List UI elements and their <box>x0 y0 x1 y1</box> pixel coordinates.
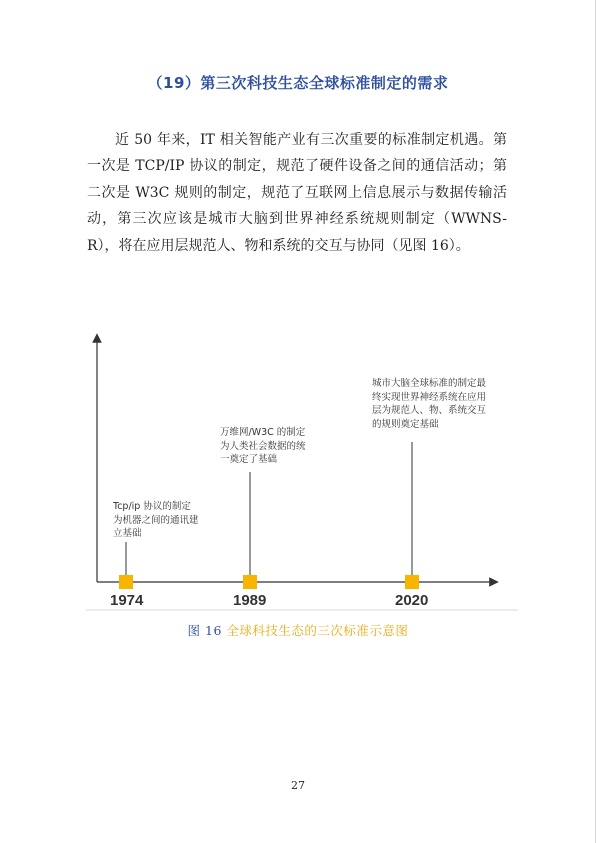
event-text-1974: Tcp/ip 协议的制定为机器之间的通讯建立基础 <box>113 501 199 539</box>
timeline-svg <box>86 330 518 612</box>
page-number: 27 <box>291 779 305 792</box>
body-paragraph <box>87 127 507 259</box>
figure-caption <box>0 621 596 639</box>
year-label-1974: 1974 <box>110 592 144 609</box>
caption-label: 图 16 <box>187 623 222 638</box>
marker-2020 <box>405 575 419 589</box>
marker-1989 <box>243 575 257 589</box>
caption-text: 全球科技生态的三次标准示意图 <box>226 623 409 638</box>
section-heading: （19）第三次科技生态全球标准制定的需求 <box>147 74 449 92</box>
paragraph-text: 近 50 年来，IT 相关智能产业有三次重要的标准制定机遇。第一次是 TCP/IP 协议的制定，规范了硬件设备之间的通信活动；第二次是 W3C 规则的制定，规范了互联网上信息展示与数据传输活动，第三次应该是城市大脑到世界神经系统规则制定（WWNS-R），将在应用层规范人、物和系统的交互与协同（见图 16）。 <box>87 132 507 254</box>
year-label-1989: 1989 <box>233 592 267 609</box>
event-text-1989: 万维网/W3C 的制定为人类社会数据的统一奠定了基础 <box>220 427 306 465</box>
marker-1974 <box>119 575 133 589</box>
timeline-figure <box>86 330 518 612</box>
year-label-2020: 2020 <box>395 592 429 609</box>
event-text-2020: 城市大脑全球标准的制定最终实现世界神经系统在应用层为规范人、物、系统交互的规则奠定基础 <box>372 378 487 430</box>
